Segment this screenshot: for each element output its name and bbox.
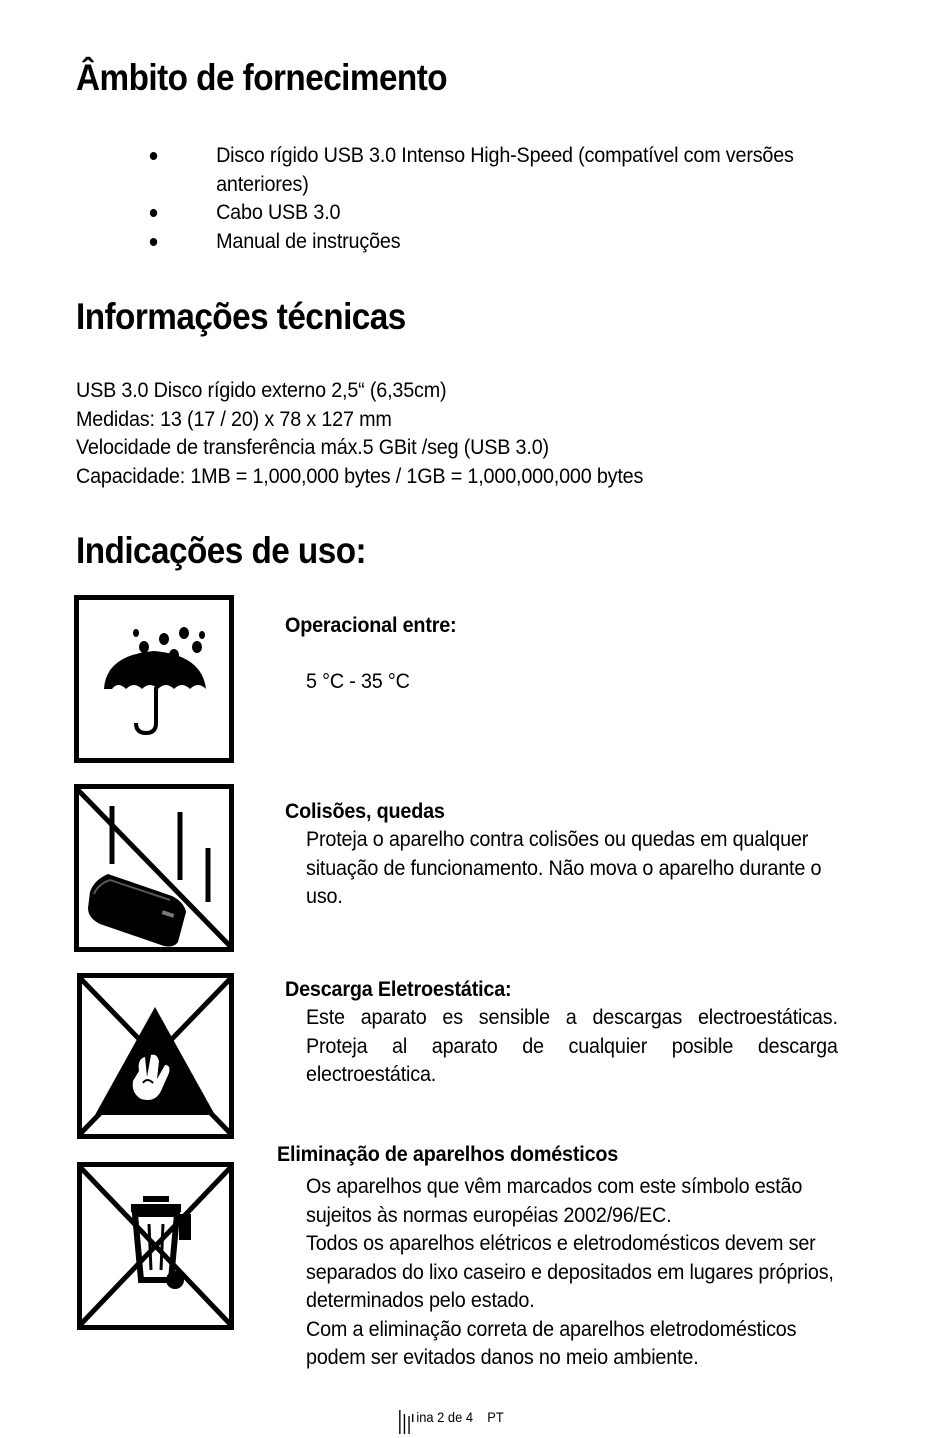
usage-heading: Operacional entre: — [285, 613, 457, 637]
disposal-line: Os aparelhos que vêm marcados com este símbolo estão sujeitos às normas européias 2002/96/EC. — [306, 1174, 803, 1227]
tech-info — [76, 376, 867, 490]
disposal-line: Com a eliminação correta de aparelhos eletrodomésticos podem ser evitados danos no meio ambiente. — [306, 1316, 797, 1369]
page-number: ina 2 de 4 — [416, 1409, 473, 1425]
usage-heading: Eliminação de aparelhos domésticos — [277, 1142, 619, 1166]
disposal-text — [306, 1172, 835, 1372]
list-item: Manual de instruções — [148, 227, 829, 256]
tech-line: Velocidade de transferência máx.5 GBit /seg (USB 3.0) — [76, 435, 549, 459]
page-mark-icon — [398, 1408, 416, 1434]
section-title-tech: Informações técnicas — [76, 296, 406, 337]
no-drop-icon — [74, 784, 234, 952]
list-item: Disco rígido USB 3.0 Intenso High-Speed (compatível com versões anteriores) — [148, 141, 829, 198]
tech-line: Medidas: 13 (17 / 20) x 78 x 127 mm — [76, 406, 392, 431]
bullet-icon — [150, 209, 157, 217]
tech-line: USB 3.0 Disco rígido externo 2,5“ (6,35cm) — [76, 378, 447, 402]
crossed-bin-icon — [77, 1162, 234, 1330]
scope-list — [148, 141, 829, 255]
disposal-line: Todos os aparelhos elétricos e eletrodomésticos devem ser separados do lixo caseiro e depositados em lugares próprios, determinados pelo estado. — [306, 1231, 834, 1312]
usage-text: Este aparato es sensible a descargas electroestáticas. Proteja al aparato de cualquier posible descarga electroestática. — [306, 1005, 838, 1086]
list-item: Cabo USB 3.0 — [148, 198, 829, 227]
tech-line: Capacidade: 1MB = 1,000,000 bytes / 1GB = 1,000,000,000 bytes — [76, 463, 644, 488]
bullet-icon — [150, 152, 157, 160]
usage-heading: Descarga Eletroestática: — [285, 977, 512, 1001]
bullet-icon — [150, 238, 157, 246]
usage-heading: Colisões, quedas — [285, 799, 445, 823]
umbrella-rain-icon — [74, 595, 234, 763]
section-title-usage: Indicações de uso: — [76, 530, 367, 571]
usage-text: Proteja o aparelho contra colisões ou quedas em qualquer situação de funcionamento. Não mova o aparelho durante o uso. — [306, 827, 822, 908]
page-footer — [398, 1408, 504, 1434]
esd-warning-icon — [77, 973, 234, 1139]
section-title-scope: Âmbito de fornecimento — [76, 57, 448, 98]
usage-text: 5 °C - 35 °C — [306, 669, 410, 693]
language-code: PT — [487, 1409, 504, 1425]
